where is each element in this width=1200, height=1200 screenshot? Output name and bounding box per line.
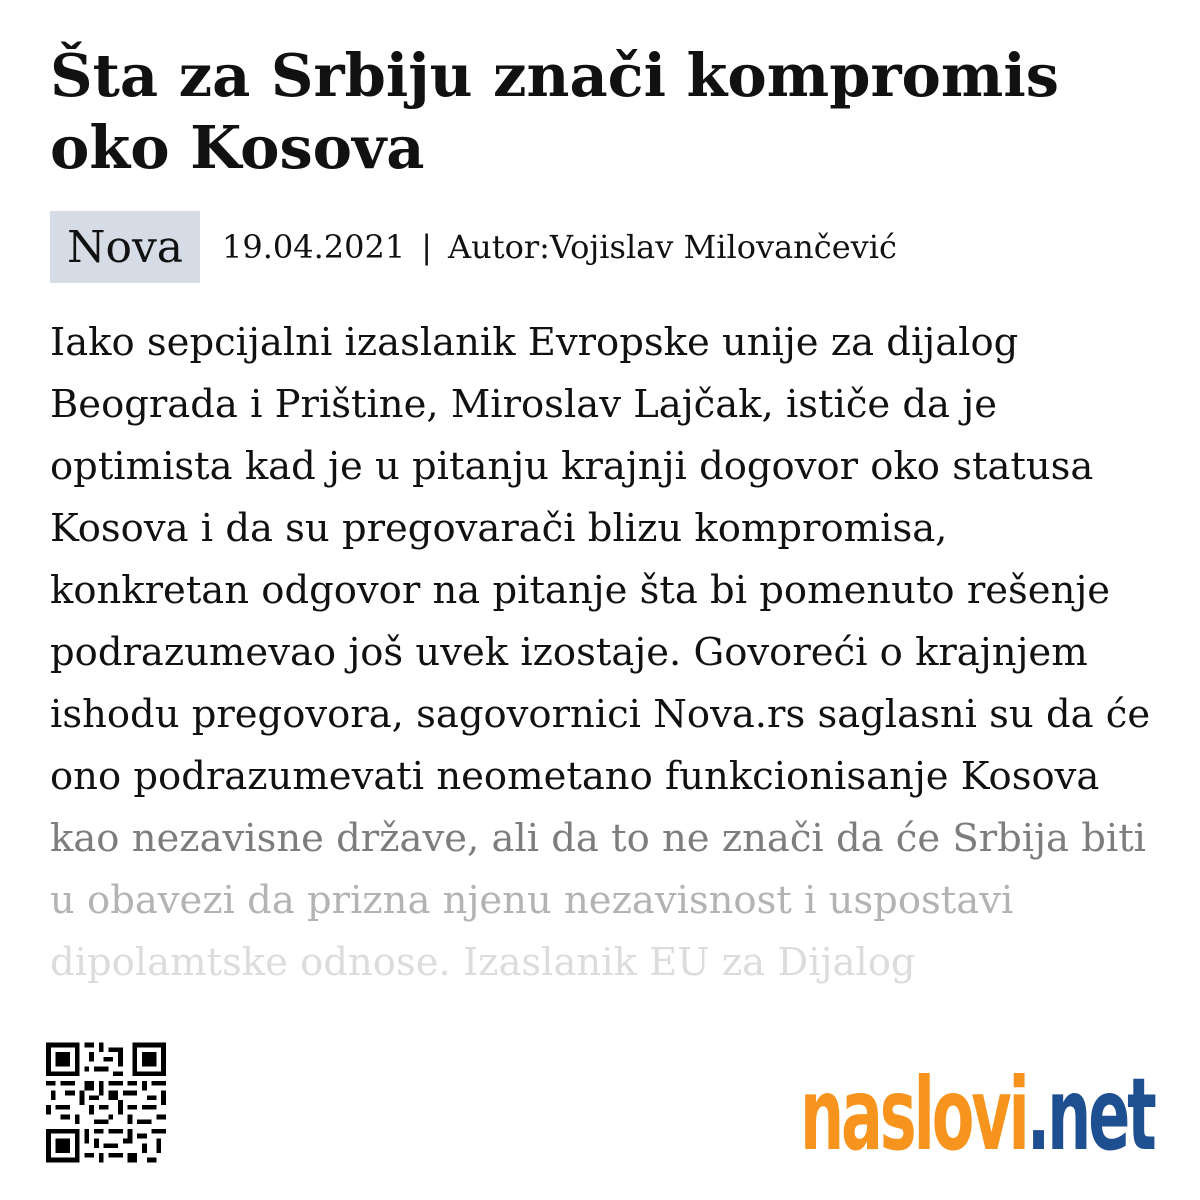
logo-part-naslovi: naslovi [800,1056,1027,1173]
body-line: konkretan odgovor na pitanje šta bi pomenuto rešenje [50,568,1111,613]
body-line: podrazumevao još uvek izostaje. Govoreći o krajnjem [50,630,1088,675]
qr-code-icon[interactable] [46,1040,166,1165]
article-body [50,312,1160,992]
title-line-2: oko Kosova [50,113,425,182]
body-line: ono podrazumevati neometano funkcionisanje Kosova [50,754,1100,799]
body-line: optimista kad je u pitanju krajnji dogovor oko statusa [50,444,1094,489]
body-line: Beograda i Prištine, Miroslav Lajčak, ističe da je [50,382,997,427]
body-line: ishodu pregovora, sagovornici Nova.rs saglasni su da će [50,692,1151,737]
naslovi-logo[interactable] [800,1056,1154,1173]
body-line-fading: kao nezavisne države, ali da to ne znači da će Srbija biti [50,816,1146,861]
publish-date: 19.04.2021 [222,228,406,266]
body-line-fading: dipolamtske odnose. Izaslanik EU za Dijalog [50,940,916,985]
article-title [50,40,1150,184]
article-meta [50,211,897,283]
source-badge[interactable]: Nova [50,211,200,283]
body-line: Iako sepcijalni izaslanik Evropske unije za dijalog [50,320,1019,365]
logo-part-net: .net [1026,1056,1154,1173]
title-line-1: Šta za Srbiju znači kompromis [50,41,1059,110]
author: Autor:Vojislav Milovančević [448,228,897,266]
body-line: Kosova i da su pregovarači blizu kompromisa, [50,506,948,551]
meta-text [222,228,897,266]
meta-separator: | [421,228,432,266]
body-line-fading: u obavezi da prizna njenu nezavisnost i uspostavi [50,878,1014,923]
